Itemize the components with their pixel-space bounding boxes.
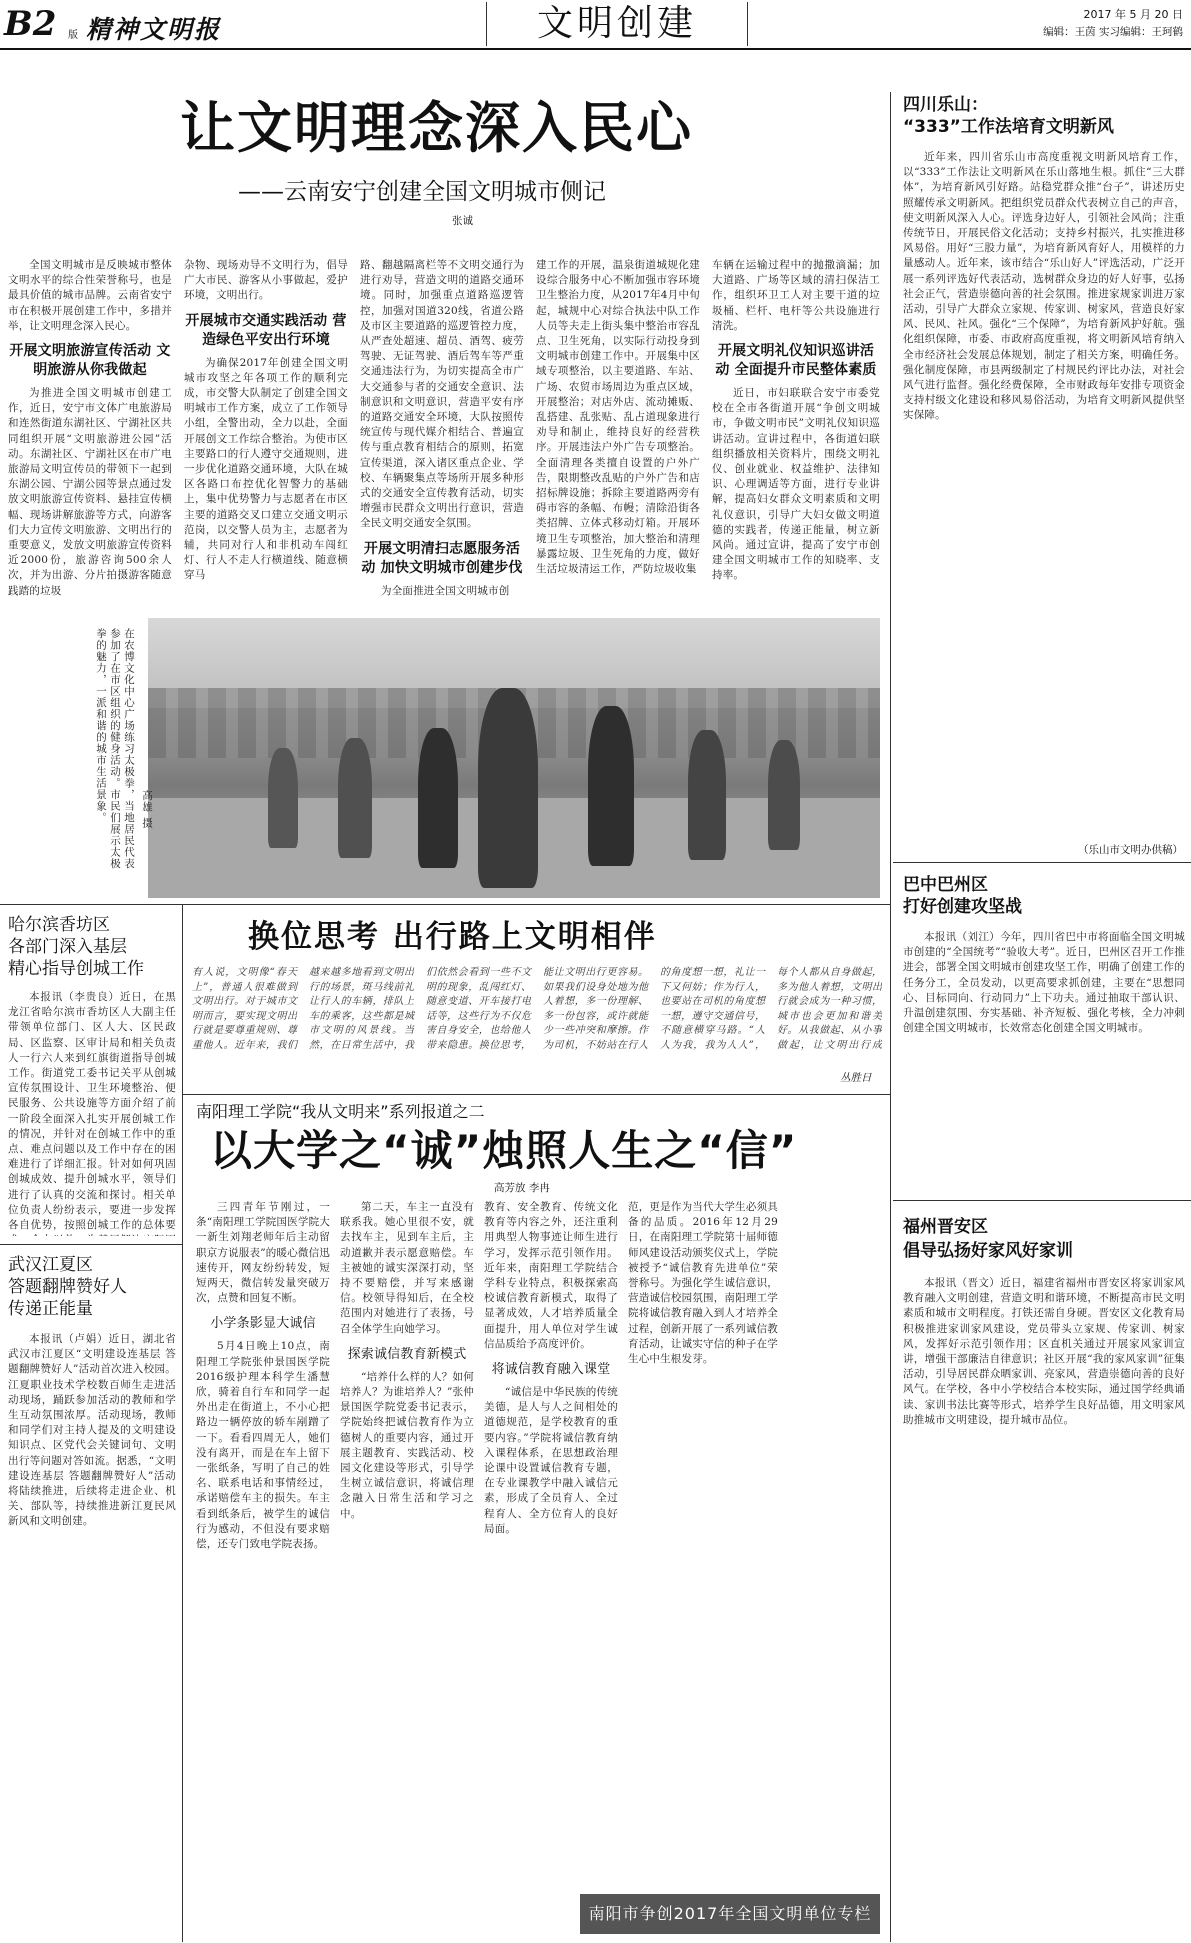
feature-column-1 — [196, 1200, 330, 1936]
left-top-rule — [0, 904, 890, 905]
photo-person — [688, 730, 726, 860]
left-heading-1c: 精心指导创城工作 — [8, 959, 144, 979]
right-heading-2a: 巴中巴州区 — [903, 875, 988, 895]
photo-caption: 在农博文化中心广场练习太极拳，当地居民代表参加了在市区组织的健身活动。市民们展示太极拳的魅力，一派和谐的城市生活景象。 — [95, 628, 135, 870]
lead-paragraph: 杂物、现场劝导不文明行为，倡导广大市民、游客从小事做起，爱护环境，文明出行。 — [184, 259, 348, 302]
opinion-divider — [182, 1094, 890, 1095]
lead-paragraph: 车辆在运输过程中的抛撒滴漏；加大道路、广场等区域的清扫保洁工作，组织环卫工人对主要干道的垃圾桶、栏杆、电杆等公共设施进行清洗。 — [712, 259, 880, 332]
lead-paragraph: 为推进全国文明城市创建工作，近日，安宁市文体广电旅游局和连然街道东湖社区、宁湖社区共同组织开展“文明旅游进公园”活动。东湖社区、宁湖社区在市广电旅游局文明宣传员的带领下一起到东湖公园、宁湖公园等景点通过发放文明旅游宣传资料、悬挂宣传横幅、现场讲解旅游等方式，向游客们大力宣传文明旅游、文明出行的重要意义，发放文明旅游宣传资料近2000份，旅游咨询500余人次，并为出游、分片拍摄游客随意践踏的垃圾 — [8, 387, 172, 597]
left-article-1 — [8, 990, 176, 1236]
editors: 编辑：王茵 实习编辑：王珂鹤 — [1043, 26, 1183, 38]
right-article-3-body: 本报讯（晋文）近日，福建省福州市晋安区将家训家风教育融入文明创建，营造文明和谐环境，不断提高市民文明素质和城市文明程度。打铁还需自身硬。晋安区文化教育局积极推进家训家风建设，党员带头立家规、传家训、树家风，发挥好示范引领作用；区直机关通过开展家风家训宣讲，增强干部廉洁自律意识；社区开展“我的家风家训”征集活动，引导居民群众晒家训、亮家风，营造崇德向善的良好风气。在学校，各中小学校结合本校实际，通过国学经典诵读、家训书法比赛等形式，培养学生良好品德，用文明家风助推城市文明建设，提升城市品位。 — [903, 1277, 1185, 1426]
paper-name-logo: 精神文明报 — [86, 15, 222, 44]
lead-subhead-2: 开展城市交通实践活动 营造绿色平安出行环境 — [185, 312, 347, 348]
left-heading-1a: 哈尔滨香坊区 — [8, 915, 110, 935]
page-number: B2 — [4, 4, 57, 44]
feature-kicker: 南阳理工学院“我从文明来”系列报道之二 — [196, 1102, 485, 1121]
opinion-headline: 换位思考 出行路上文明相伴 — [248, 919, 657, 955]
feature-column-4 — [628, 1200, 778, 1886]
feature-paragraph: 教育、安全教育、传统文化教育等内容之外，还注重利用典型人物事迹让师生进行学习，发挥示范引领作用。近年来，南阳理工学院结合学科专业特点，积极探索高校诚信教育新模式，取得了显著成效，人才培养质量全面提升，用人单位对学生诚信品质给予高度评价。 — [484, 1201, 618, 1350]
left-heading-2c: 传递正能量 — [8, 1299, 93, 1319]
feature-subhead-2: 探索诚信教育新模式 — [347, 1346, 467, 1362]
feature-subhead-1: 小学条影显大诚信 — [210, 1316, 316, 1332]
right-heading-1b: “333”工作法培育文明新风 — [903, 117, 1114, 137]
lead-column-3 — [360, 258, 524, 608]
feature-subhead-3: 将诚信教育融入课堂 — [491, 1362, 611, 1378]
lead-byline: 张诚 — [452, 215, 473, 227]
photo-person — [268, 748, 298, 848]
left-heading-1b: 各部门深入基层 — [8, 937, 127, 957]
feature-paragraph: 5月4日晚上10点，南阳理工学院张仲景国医学院2016级护理本科学生潘慧欣，骑着自行车和同学一起外出走在街道上，不小心把路边一辆停放的轿车剐蹭了一下。看看四周无人，她们没有离开，而是在车上留下一张纸条，写明了自己的姓名、联系电话和事情经过，承诺赔偿车主的损失。车主看到纸条后，被学生的诚信行为感动，不但没有要求赔偿，还专门致电学院表扬。 — [196, 1340, 330, 1551]
lead-paragraph: 为全面推进全国文明城市创 — [381, 584, 510, 597]
lead-column-2 — [184, 258, 348, 608]
left-article-1-body: 本报讯（李贵良）近日，在黑龙江省哈尔滨市香坊区人大副主任带领单位部门、区人大、区民政局、区监察、区审计局和相关负责人一行六人来到红旗街道指导创城工作。街道党工委书记关平从创城宣传氛围设计、卫生环境整治、便民服务、公共设施等方面介绍了前一阶段全面深入扎实开展创城工作的情况，并针对在创城工作中的重点、难点问题以及工作中存在的困难进行了详细汇报。针对如何巩固创城成效、提升创城水平，领导们进行了认真的交流和探讨。相关单位负责人纷纷表示，要进一步发挥各自优势，按照创城工作的总体要 — [8, 991, 176, 1232]
right-article-1 — [903, 150, 1185, 840]
page-number-suffix: 版 — [68, 30, 78, 41]
right-heading-1a: 四川乐山： — [903, 95, 988, 115]
issue-date: 2017 年 5 月 20 日 — [1083, 8, 1183, 21]
right-article-2-body: 本报讯（刘江）今年，四川省巴中市将面临全国文明城市创建的“全国统考”“验收大考”。近日，巴州区召开工作推进会，部署全国文明城市创建攻坚工作，明确了创建工作的任务分工，全员发动，以更高要求抓创建，主要在“思想同心、目标同向、行动同力”上下功夫。通过抽取干部认识、升温创建氛围、夯实基础、补齐短板、强化考核，全力冲刺创建全国文明城市，长效常态化创建全国文明城市。 — [903, 931, 1185, 1035]
lead-column-1 — [8, 258, 172, 608]
feature-paragraph: 第二天，车主一直没有联系我。她心里很不安，就去找车主，见到车主后，主动道歉并表示愿意赔偿。车主被她的诚实深深打动，坚持不要赔偿，并写来感谢信。校领导得知后，在全校范围内对她进行了表扬，号召全体学生向她学习。 — [340, 1201, 474, 1335]
right-divider-2 — [893, 1200, 1191, 1201]
feature-byline: 高芳放 李冉 — [494, 1182, 550, 1194]
lead-subhead-1: 开展文明旅游宣传活动 文明旅游从你我做起 — [9, 343, 171, 379]
left-divider — [0, 1244, 182, 1245]
lead-column-5 — [712, 258, 880, 608]
feature-column-3 — [484, 1200, 618, 1936]
masthead-rule — [0, 48, 1191, 50]
right-article-2 — [903, 930, 1185, 1190]
right-heading-2b: 打好创建攻坚战 — [903, 897, 1022, 917]
left-heading-2b: 答题翻牌赞好人 — [8, 1277, 127, 1297]
photo-person — [338, 738, 372, 858]
lead-paragraph: 近日，市妇联联合安宁市委党校在全市各街道开展“争创文明城市，争做文明市民”文明礼仪知识巡讲活动。宣讲过程中，各街道妇联组织播放相关资料片，围绕文明礼仪、创业就业、权益维护、法律知识、心理调适等方面，进行专业讲解，提高妇女群众文明素质和文明礼仪意识，引导广大妇女做文明道德的实践者，传递正能量，树立新风尚。通过宣讲，提高了安宁市创建全国文明城市工作的知晓率、支持率。 — [712, 387, 880, 582]
lead-subhead-5: 开展文明礼仪知识巡讲活动 全面提升市民整体素质 — [715, 343, 877, 379]
lead-paragraph: 建工作的开展，温泉街道城规化建设综合服务中心不断加强市容环境卫生整治力度，从2017年4月中旬起，城规中心对综合执法中队工作人员等夫走上街头集中整治市容乱点、卫生死角，以实际行动投身到文明城市创建工作中。开展集中区域专项整治，以主要道路、车站、广场、农贸市场周边为重点区域，开展整治；对店外店、流动摊贩、乱搭建、乱张贴、乱占道现象进行劝导和制止，维持良好的经营秩序。开展违法户外广告专项整治。全面清理各类擅自设置的户外广告，限期整改乱贴的户外广告和店招标牌设施；拆除主要道路两旁有碍市容的条幅、布幔；清除沿街各类招牌、立体式移动灯箱。开展环境卫生专项整治，加大整治和清理暴露垃圾、卫生死角的力度，做好生活垃圾清运工作，严防垃圾收集 — [536, 259, 700, 576]
lead-subhead-3: 开展文明清扫志愿服务活动 加快文明城市创建步伐 — [361, 540, 523, 576]
left-article-2 — [8, 1332, 176, 1936]
lead-intro: 全国文明城市是反映城市整体文明水平的综合性荣誉称号，也是最具价值的城市品牌。云南省安宁市在积极开展创建工作中，多措并举，让文明理念深入民心。 — [8, 259, 172, 332]
left-heading-2a: 武汉江夏区 — [8, 1255, 93, 1275]
opinion-body — [192, 966, 882, 1066]
left-column-rule — [182, 904, 183, 1942]
photo-person — [418, 728, 458, 868]
lead-column-4 — [536, 258, 700, 608]
feature-paragraph: “培养什么样的人？如何培养人？为谁培养人？”张仲景国医学院党委书记表示，学院始终把诚信教育作为立德树人的重要内容，通过开展主题教育、实践活动、校园文化建设等形式，引导学生树立诚信意识，将诚信理念融入日常生活和学习之中。 — [340, 1370, 474, 1520]
right-article-1-body: 近年来，四川省乐山市高度重视文明新风培育工作，以“333”工作法让文明新风在乐山落地生根。抓住“三大群体”，为培育新风引好路。站稳党群众推“台子”，讲述历史照耀传承文明新风。把组织党员群众代表树立自己的声音，使文明新风深入人心。评选身边好人，引领社会风尚；注重传统节日，开展民俗文化活动；支持乡村振兴，扎实推进移风易俗。用好“三股力量”，为培育新风育好人，用模样的力量感动人。近年来，该市结合“乐山好人”评选活动，广泛开展一系列评选好代表活动，选树群众身边的好人好事，弘扬社会正气，营造崇德向善的社会氛围。推进家规家训进万家活动，引导广大群众立家规、传家训、树家风，营造良好家风、民风、社风。强化“三个保障”，为培育新风护好航。强化组织保障，市委、市政府高度重视，将文明新风培育纳入全市经济社会发展总体规划，制定了相关方案，明确任务。强化制度保障，市县两级制定了村规民约评比办法，对社会风气进行监督。强化经费保障，全市财政每年安排专项资金支持村级文化建设和移风易俗活动，为培育文明新风提供坚实保障。 — [903, 151, 1185, 422]
right-heading-3a: 福州晋安区 — [903, 1217, 988, 1237]
right-column-rule — [890, 92, 891, 1942]
section-tab: 文明创建 — [486, 2, 748, 46]
lead-subheadline: ——云南安宁创建全国文明城市侧记 — [238, 179, 606, 205]
right-article-3 — [903, 1276, 1185, 1936]
opinion-text: 有人说，文明像“春天上”，普通人很难做到文明出行。对于城市文明而言，要实现文明出行就是要尊重规则、尊重他人。近年来，我们越来越多地看到文明出行的场景，斑马线前礼让行人的车辆，排队上车的乘客，这些都是城市文明的风景线。当然，在日常生活中，我们依然会看到一些不文明的现象，乱闯红灯、随意变道、开车接打电话等，这些行为不仅危害自身安全，也给他人带来隐患。换位思考，能让文明出行更容易。如果我们设身处地为他人着想，多一份理解、多一份包容，或许就能少一些冲突和摩擦。作为司机，不妨站在行人的角度想一想，礼让一下又何妨；作为行人，也要站在司机的角度想一想，遵守交通信号，不随意横穿马路。“人人为我，我为人人”，每个人都从自身做起，多为他人着想，文明出行就会成为一种习惯，城市也会更加和谐美好。从我做起、从小事做起，让文明出行成 — [192, 967, 882, 1051]
feature-column-2 — [340, 1200, 474, 1936]
left-article-2-body: 本报讯（卢娟）近日，湖北省武汉市江夏区“文明建设连基层 答题翻牌赞好人”活动首次进入校园。江夏职业技术学校数百师生走进活动现场，踊跃参加活动的教师和学生互动氛围浓厚。活动现场，教师和同学们对主持人提及的文明建设知识点、区党代会关键词句、文明出行等问题对答如流。据悉，“文明建设连基层 答题翻牌赞好人”活动将陆续推进，后续将走进企业、机关、部队等，持续推进新江夏民风新风和文明创建。 — [8, 1333, 176, 1528]
masthead — [0, 0, 1191, 50]
right-heading-3b: 倡导弘扬好家风好家训 — [903, 1241, 1073, 1261]
lead-headline: 让文明理念深入民心 — [180, 96, 694, 160]
photo-person — [588, 706, 634, 866]
lead-paragraph: 为确保2017年创建全国文明城市攻坚之年各项工作的顺利完成，市交警大队制定了创建全国文明城市工作方案，成立了工作领导小组，全警出动，全力以赴，全面开展创文工作综合整治。为使市区主要路口的行人遵守交通规则，进一步优化道路交通环境，大队在城区各路口布控优化智警力的基础上，集中优势警力与志愿者在市区主要的道路交叉口建立交通文明示范岗，以交警人员为主，志愿者为辅，共同对行人和非机动车闯红灯、行人不走人行横道线、随意横穿马 — [184, 356, 348, 582]
feature-paragraph: “诚信是中华民族的传统美德，是人与人之间相处的道德规范，是学校教育的重要内容。”学院将诚信教育纳入课程体系，在思想政治理论课中设置诚信教育专题，在专业课教学中融入诚信元素，形成了全员育人、全过程育人、全方位育人的良好局面。 — [484, 1386, 618, 1535]
photo-person — [768, 740, 800, 850]
feature-paragraph: 三四青年节刚过，一条“南阳理工学院国医学院大一新生刘翔老师年后主动留职京方说服表”的暖心微信迅速传开，网友纷纷转发，短短两天，微信转发量突破万次，点赞和回复不断。 — [196, 1201, 330, 1305]
lead-paragraph: 路、翻越隔离栏等不文明交通行为进行劝导，营造文明的道路交通环境。同时，加强重点道路巡逻管控，加强对国道320线，省道公路及市区主要道路的巡逻管控力度，从严查处超速、超员、酒驾、疲劳驾驶、无证驾驶、酒后驾车等严重交通违法行为，为切实提高全市广大交通参与者的交通安全意识、法制意识和文明意识，营造平安有序的道路交通安全环境，大队按照传统宣传与现代媒介相结合、普遍宣传与重点教育相结合的原则，拓宽宣传渠道，深入诸区重点企业、学校、车辆聚集点等场所开展多种形式的交通安全宣传教育活动，切实增强市民群众文明出行意识，营造全民文明交通安全氛围。 — [360, 259, 524, 530]
opinion-author: 丛胜日 — [840, 1072, 872, 1084]
right-article-1-source: （乐山市文明办供稿） — [1078, 844, 1183, 856]
photo-person — [478, 688, 538, 888]
taichi-photo — [148, 618, 880, 898]
feature-column-banner: 南阳市争创2017年全国文明单位专栏 — [580, 1894, 880, 1934]
feature-paragraph: 范，更是作为当代大学生必须具备的品质。2016年12月29日，在南阳理工学院第十届师德师风建设活动颁奖仪式上，学院被授予“诚信教育先进单位”荣誉称号。为强化学生诚信意识，营造诚信校园氛围，南阳理工学院将诚信教育融入到人才培养全过程，创新开展了一系列诚信教育活动，让诚实守信的种子在学生心中生根发芽。 — [628, 1201, 778, 1366]
feature-headline: 以大学之“诚”烛照人生之“信” — [210, 1126, 798, 1175]
photo-credit: 高雄 摄 — [141, 790, 153, 829]
right-divider-1 — [893, 862, 1191, 863]
